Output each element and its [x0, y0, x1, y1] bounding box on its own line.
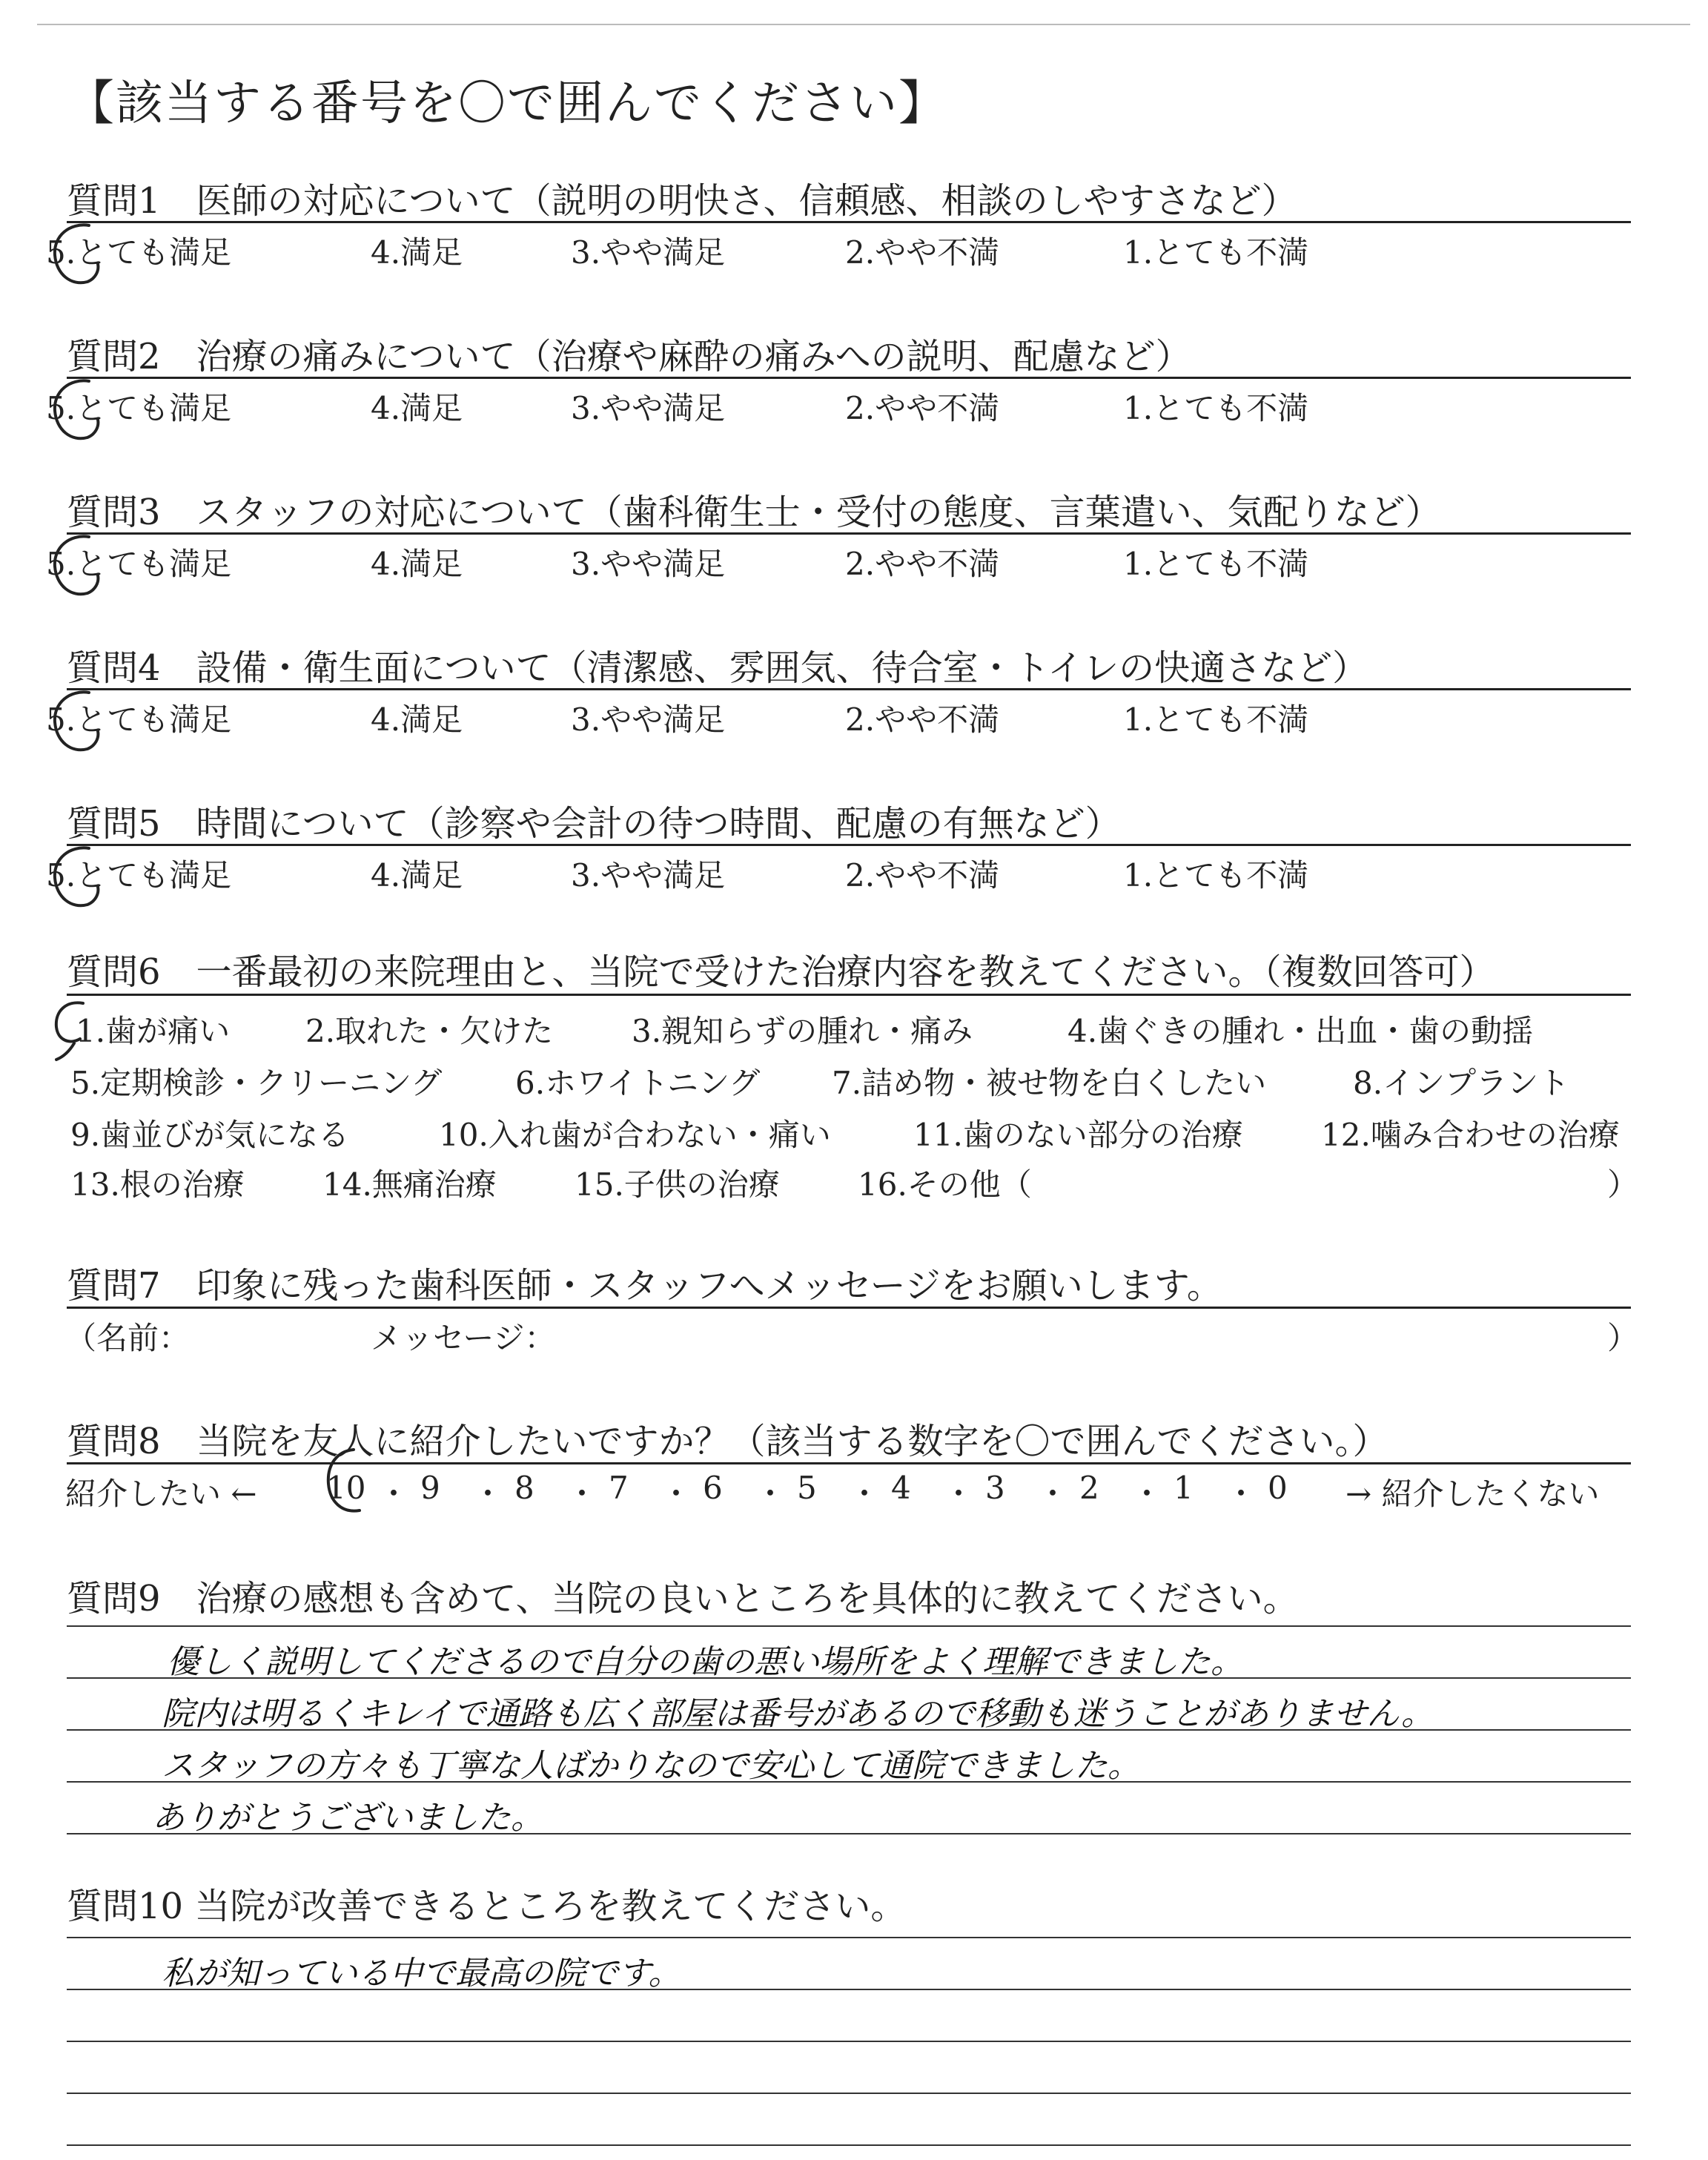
q2-underline [67, 377, 1631, 379]
q6-option-2[interactable]: 2.取れた・欠けた [305, 1013, 554, 1049]
q6-option-6[interactable]: 6.ホワイトニング [515, 1065, 761, 1101]
q8-scale-separator: ・ [943, 1476, 975, 1512]
q4-option-3[interactable]: 3.やや満足 [571, 701, 726, 738]
q8-scale-8[interactable]: 8 [514, 1470, 534, 1506]
q6-option-14[interactable]: 14.無痛治療 [322, 1166, 497, 1203]
q4-option-4[interactable]: 4.満足 [371, 701, 463, 738]
q8-scale-3[interactable]: 3 [985, 1470, 1005, 1506]
q1-option-3[interactable]: 3.やや満足 [571, 234, 726, 271]
q7-message-label: メッセージ： [371, 1320, 556, 1356]
q8-right-label: → 紹介したくない [1345, 1476, 1600, 1512]
q8-scale-separator: ・ [755, 1476, 787, 1512]
q8-scale-separator: ・ [1037, 1476, 1069, 1512]
q5-option-1[interactable]: 1.とても不満 [1123, 857, 1309, 894]
q8-scale-7[interactable]: 7 [609, 1470, 629, 1506]
q2-option-3[interactable]: 3.やや満足 [571, 390, 726, 426]
q9-line-0 [67, 1625, 1631, 1627]
q8-selection-circle [308, 1442, 389, 1524]
q1-title: 質問1 医師の対応について（説明の明快さ、信頼感、相談のしやすさなど） [67, 180, 1297, 222]
q3-option-3[interactable]: 3.やや満足 [571, 546, 726, 582]
q8-scale-2[interactable]: 2 [1079, 1470, 1099, 1506]
q9-title: 質問9 治療の感想も含めて、当院の良いところを具体的に教えてください。 [67, 1578, 1299, 1619]
q2-option-2[interactable]: 2.やや不満 [845, 390, 1000, 426]
q6-title: 質問6 一番最初の来院理由と、当院で受けた治療内容を教えてください。（複数回答可） [67, 951, 1495, 993]
q6-option-8[interactable]: 8.インプラント [1353, 1065, 1570, 1101]
q6-option-13[interactable]: 13.根の治療 [70, 1166, 245, 1203]
q9-answer-line-4: ありがとうございました。 [152, 1799, 543, 1837]
q5-selection-circle [43, 838, 110, 919]
q4-selection-circle [43, 682, 110, 764]
q6-option-4[interactable]: 4.歯ぐきの腫れ・出血・歯の動揺 [1068, 1013, 1534, 1049]
q4-option-5[interactable]: 5.とても満足 [46, 701, 232, 738]
q1-option-5[interactable]: 5.とても満足 [46, 234, 232, 271]
q1-option-2[interactable]: 2.やや不満 [845, 234, 1000, 271]
q6-option-3[interactable]: 3.親知らずの腫れ・痛み [632, 1013, 973, 1049]
q1-option-1[interactable]: 1.とても不満 [1123, 234, 1309, 271]
q10-line-0 [67, 1937, 1631, 1938]
q9-answer-line-2: 院内は明るくキレイで通路も広く部屋は番号があるので移動も迷うことがありません。 [162, 1695, 1434, 1733]
q6-other-close: ） [1607, 1166, 1639, 1203]
q8-scale-6[interactable]: 6 [703, 1470, 723, 1506]
q3-option-2[interactable]: 2.やや不満 [845, 546, 1000, 582]
q4-option-2[interactable]: 2.やや不満 [845, 701, 1000, 738]
q10-line-4 [67, 2144, 1631, 2146]
q8-scale-10[interactable]: 10 [326, 1470, 366, 1506]
q6-option-10[interactable]: 10.入れ歯が合わない・痛い [439, 1117, 831, 1153]
q7-title: 質問7 印象に残った歯科医師・スタッフへメッセージをお願いします。 [67, 1265, 1222, 1307]
q6-option-5[interactable]: 5.定期検診・クリーニング [70, 1065, 443, 1101]
q8-scale-0[interactable]: 0 [1268, 1470, 1288, 1506]
q6-selection-circle [44, 997, 96, 1064]
q7-close: ） [1607, 1320, 1639, 1356]
q8-title: 質問8 当院を友人に紹介したいですか？（該当する数字を〇で囲んでください。） [67, 1421, 1388, 1462]
q8-scale-separator: ・ [378, 1476, 410, 1512]
q8-scale-separator: ・ [1131, 1476, 1163, 1512]
q6-option-9[interactable]: 9.歯並びが気になる [70, 1117, 350, 1153]
q1-option-4[interactable]: 4.満足 [371, 234, 463, 271]
q2-option-4[interactable]: 4.満足 [371, 390, 463, 426]
q5-title: 質問5 時間について（診察や会計の待つ時間、配慮の有無など） [67, 803, 1121, 845]
q3-option-1[interactable]: 1.とても不満 [1123, 546, 1309, 582]
q8-scale-9[interactable]: 9 [420, 1470, 440, 1506]
q6-option-7[interactable]: 7.詰め物・被せ物を白くしたい [832, 1065, 1267, 1101]
q8-scale-separator: ・ [1225, 1476, 1257, 1512]
q3-title: 質問3 スタッフの対応について（歯科衛生士・受付の態度、言葉遣い、気配りなど） [67, 492, 1441, 533]
q5-option-4[interactable]: 4.満足 [371, 857, 463, 894]
q3-option-4[interactable]: 4.満足 [371, 546, 463, 582]
form-header: 【該当する番号を〇で囲んでください】 [67, 76, 947, 131]
q7-name-label: （名前： [65, 1320, 191, 1356]
q10-answer-line-1: 私が知っている中で最高の院です。 [162, 1955, 681, 1992]
q8-scale-1[interactable]: 1 [1174, 1470, 1194, 1506]
q2-option-1[interactable]: 1.とても不満 [1123, 390, 1309, 426]
q4-option-1[interactable]: 1.とても不満 [1123, 701, 1309, 738]
q4-title: 質問4 設備・衛生面について（清潔感、雰囲気、待合室・トイレの快適さなど） [67, 647, 1368, 689]
q10-line-2 [67, 2041, 1631, 2042]
q6-option-1[interactable]: 1.歯が痛い [76, 1013, 231, 1049]
q8-scale-5[interactable]: 5 [797, 1470, 817, 1506]
q2-title: 質問2 治療の痛みについて（治療や麻酔の痛みへの説明、配慮など） [67, 336, 1191, 377]
q5-option-5[interactable]: 5.とても満足 [46, 857, 232, 894]
q1-selection-circle [43, 215, 110, 297]
q8-underline [67, 1462, 1631, 1464]
q8-scale-separator: ・ [661, 1476, 692, 1512]
q6-underline [67, 994, 1631, 996]
q3-selection-circle [43, 526, 110, 608]
q10-title: 質問10 当院が改善できるところを教えてください。 [67, 1886, 907, 1927]
q2-selection-circle [43, 371, 110, 452]
q3-underline [67, 532, 1631, 535]
q8-left-label: 紹介したい ← [65, 1476, 257, 1512]
q2-option-5[interactable]: 5.とても満足 [46, 390, 232, 426]
q1-underline [67, 221, 1631, 223]
scan-top-edge [37, 24, 1690, 25]
q8-scale-separator: ・ [566, 1476, 598, 1512]
q5-option-2[interactable]: 2.やや不満 [845, 857, 1000, 894]
q9-answer-line-3: スタッフの方々も丁寧な人ばかりなので安心して通院できました。 [162, 1747, 1140, 1785]
q8-scale-4[interactable]: 4 [891, 1470, 911, 1506]
q6-option-11[interactable]: 11.歯のない部分の治療 [913, 1117, 1243, 1153]
q9-answer-line-1: 優しく説明してくださるので自分の歯の悪い場所をよく理解できました。 [167, 1643, 1243, 1681]
q8-scale-separator: ・ [849, 1476, 881, 1512]
q8-scale-separator: ・ [472, 1476, 504, 1512]
q6-option-15[interactable]: 15.子供の治療 [575, 1166, 780, 1203]
q4-underline [67, 688, 1631, 690]
q3-option-5[interactable]: 5.とても満足 [46, 546, 232, 582]
q7-underline [67, 1307, 1631, 1309]
q10-line-3 [67, 2093, 1631, 2094]
q6-option-16[interactable]: 16.その他（ [858, 1166, 1032, 1203]
q6-option-12[interactable]: 12.噛み合わせの治療 [1321, 1117, 1620, 1153]
q5-underline [67, 844, 1631, 846]
q5-option-3[interactable]: 3.やや満足 [571, 857, 726, 894]
